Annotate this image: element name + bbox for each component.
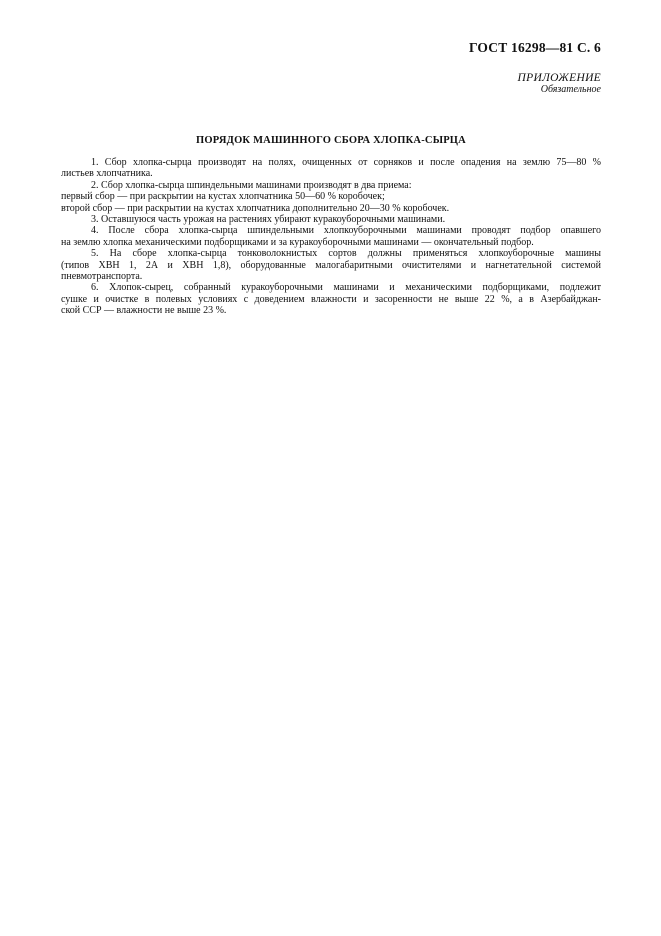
paragraph-3	[61, 214, 601, 225]
paragraph-line: 2. Сбор хлопка-сырца шпиндельными машинами производят в два приема:	[91, 179, 412, 191]
paragraph-2	[61, 180, 601, 214]
paragraph-line: 6. Хлопок-сырец, собранный куракоуборочными машинами и механическими подборщиками, подлежит	[91, 282, 601, 294]
appendix-subtitle: Обязательное	[540, 84, 601, 95]
paragraph-1	[61, 157, 601, 180]
paragraph-6	[61, 282, 601, 316]
paragraph-line: на землю хлопка механическими подборщиками и за куракоуборочными машинами — окончательный подбор.	[61, 236, 534, 248]
appendix-title: ПРИЛОЖЕНИЕ	[517, 72, 601, 84]
paragraph-line: сушке и очистке в полевых условиях с доведением влажности и засоренности не выше 22 %, а в Азербайджан-	[61, 293, 601, 305]
paragraph-line: первый сбор — при раскрытии на кустах хлопчатника 50—60 % коробочек;	[61, 191, 385, 203]
paragraph-line: ской ССР — влажности не выше 23 %.	[61, 305, 227, 317]
document-title: ПОРЯДОК МАШИННОГО СБОРА ХЛОПКА-СЫРЦА	[196, 135, 466, 146]
paragraph-line: 5. На сборе хлопка-сырца тонковолокнистых сортов должны применяться хлопкоуборочные машины	[91, 248, 601, 260]
paragraph-line: пневмотранспорта.	[61, 271, 143, 283]
paragraph-line: листьев хлопчатника.	[61, 168, 153, 180]
paragraph-line: 3. Оставшуюся часть урожая на растениях убирают куракоуборочными машинами.	[91, 214, 446, 226]
paragraph-line: 4. После сбора хлопка-сырца шпиндельными хлопкоуборочными машинами проводят подбор опавшего	[91, 225, 601, 237]
paragraph-5	[61, 248, 601, 282]
paragraph-line: 1. Сбор хлопка-сырца производят на полях, очищенных от сорняков и после опадения на землю 75—80 %	[91, 157, 601, 168]
appendix-label	[518, 72, 601, 96]
standard-code-header: ГОСТ 16298—81 С. 6	[468, 40, 601, 55]
document-body	[61, 157, 601, 317]
paragraph-line: (типов ХВН 1, 2А и ХВН 1,8), оборудованные малогабаритными очистителями и нагнетательной системой	[61, 259, 601, 271]
paragraph-4	[61, 225, 601, 248]
paragraph-line: второй сбор — при раскрытии на кустах хлопчатника дополнительно 20—30 % коробочек.	[61, 202, 450, 214]
